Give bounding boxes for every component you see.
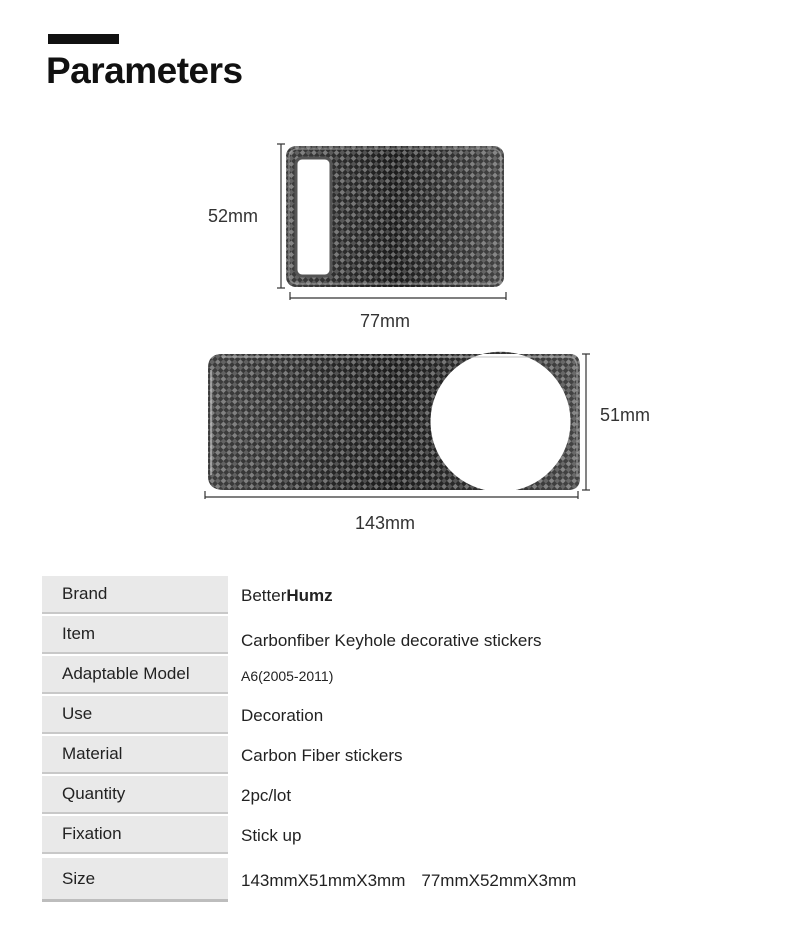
spec-value-brand	[228, 576, 602, 616]
spec-row-quantity	[42, 776, 602, 816]
size-small: 77mmX52mmX3mm	[421, 871, 577, 890]
spec-label: Brand	[42, 576, 228, 614]
spec-label: Adaptable Model	[42, 656, 228, 694]
spec-value: 2pc/lot	[241, 786, 292, 805]
spec-value-size	[228, 858, 602, 904]
spec-value: Carbonfiber Keyhole decorative stickers	[241, 631, 542, 650]
small-height-label: 52mm	[208, 206, 259, 226]
spec-row-brand	[42, 576, 602, 616]
spec-table	[42, 576, 602, 904]
brand-prefix: Better	[241, 586, 287, 605]
small-sticker	[286, 146, 504, 287]
spec-value: Stick up	[241, 826, 302, 845]
spec-label: Size	[42, 858, 228, 902]
brand-suffix: Humz	[286, 586, 333, 605]
spec-label: Quantity	[42, 776, 228, 814]
page-title: Parameters	[46, 50, 243, 91]
spec-row-item	[42, 616, 602, 656]
small-height-dimension-line	[277, 144, 285, 288]
spec-row-material	[42, 736, 602, 776]
spec-row-use	[42, 696, 602, 736]
spec-row-fixation	[42, 816, 602, 856]
large-height-dimension-line	[582, 354, 590, 490]
large-width-label: 143mm	[355, 513, 416, 533]
spec-label: Material	[42, 736, 228, 774]
spec-label: Fixation	[42, 816, 228, 854]
large-height-label: 51mm	[600, 405, 651, 425]
spec-value: A6(2005-2011)	[241, 668, 334, 684]
large-width-dimension-line	[205, 491, 578, 499]
spec-value: Decoration	[241, 706, 324, 725]
spec-row-adaptable-model	[42, 656, 602, 696]
small-width-label: 77mm	[360, 311, 411, 331]
spec-label: Use	[42, 696, 228, 734]
small-width-dimension-line	[290, 292, 506, 300]
spec-label: Item	[42, 616, 228, 654]
size-large: 143mmX51mmX3mm	[241, 871, 406, 890]
large-sticker	[208, 352, 580, 490]
spec-value: Carbon Fiber stickers	[241, 746, 403, 765]
spec-row-size	[42, 858, 602, 904]
